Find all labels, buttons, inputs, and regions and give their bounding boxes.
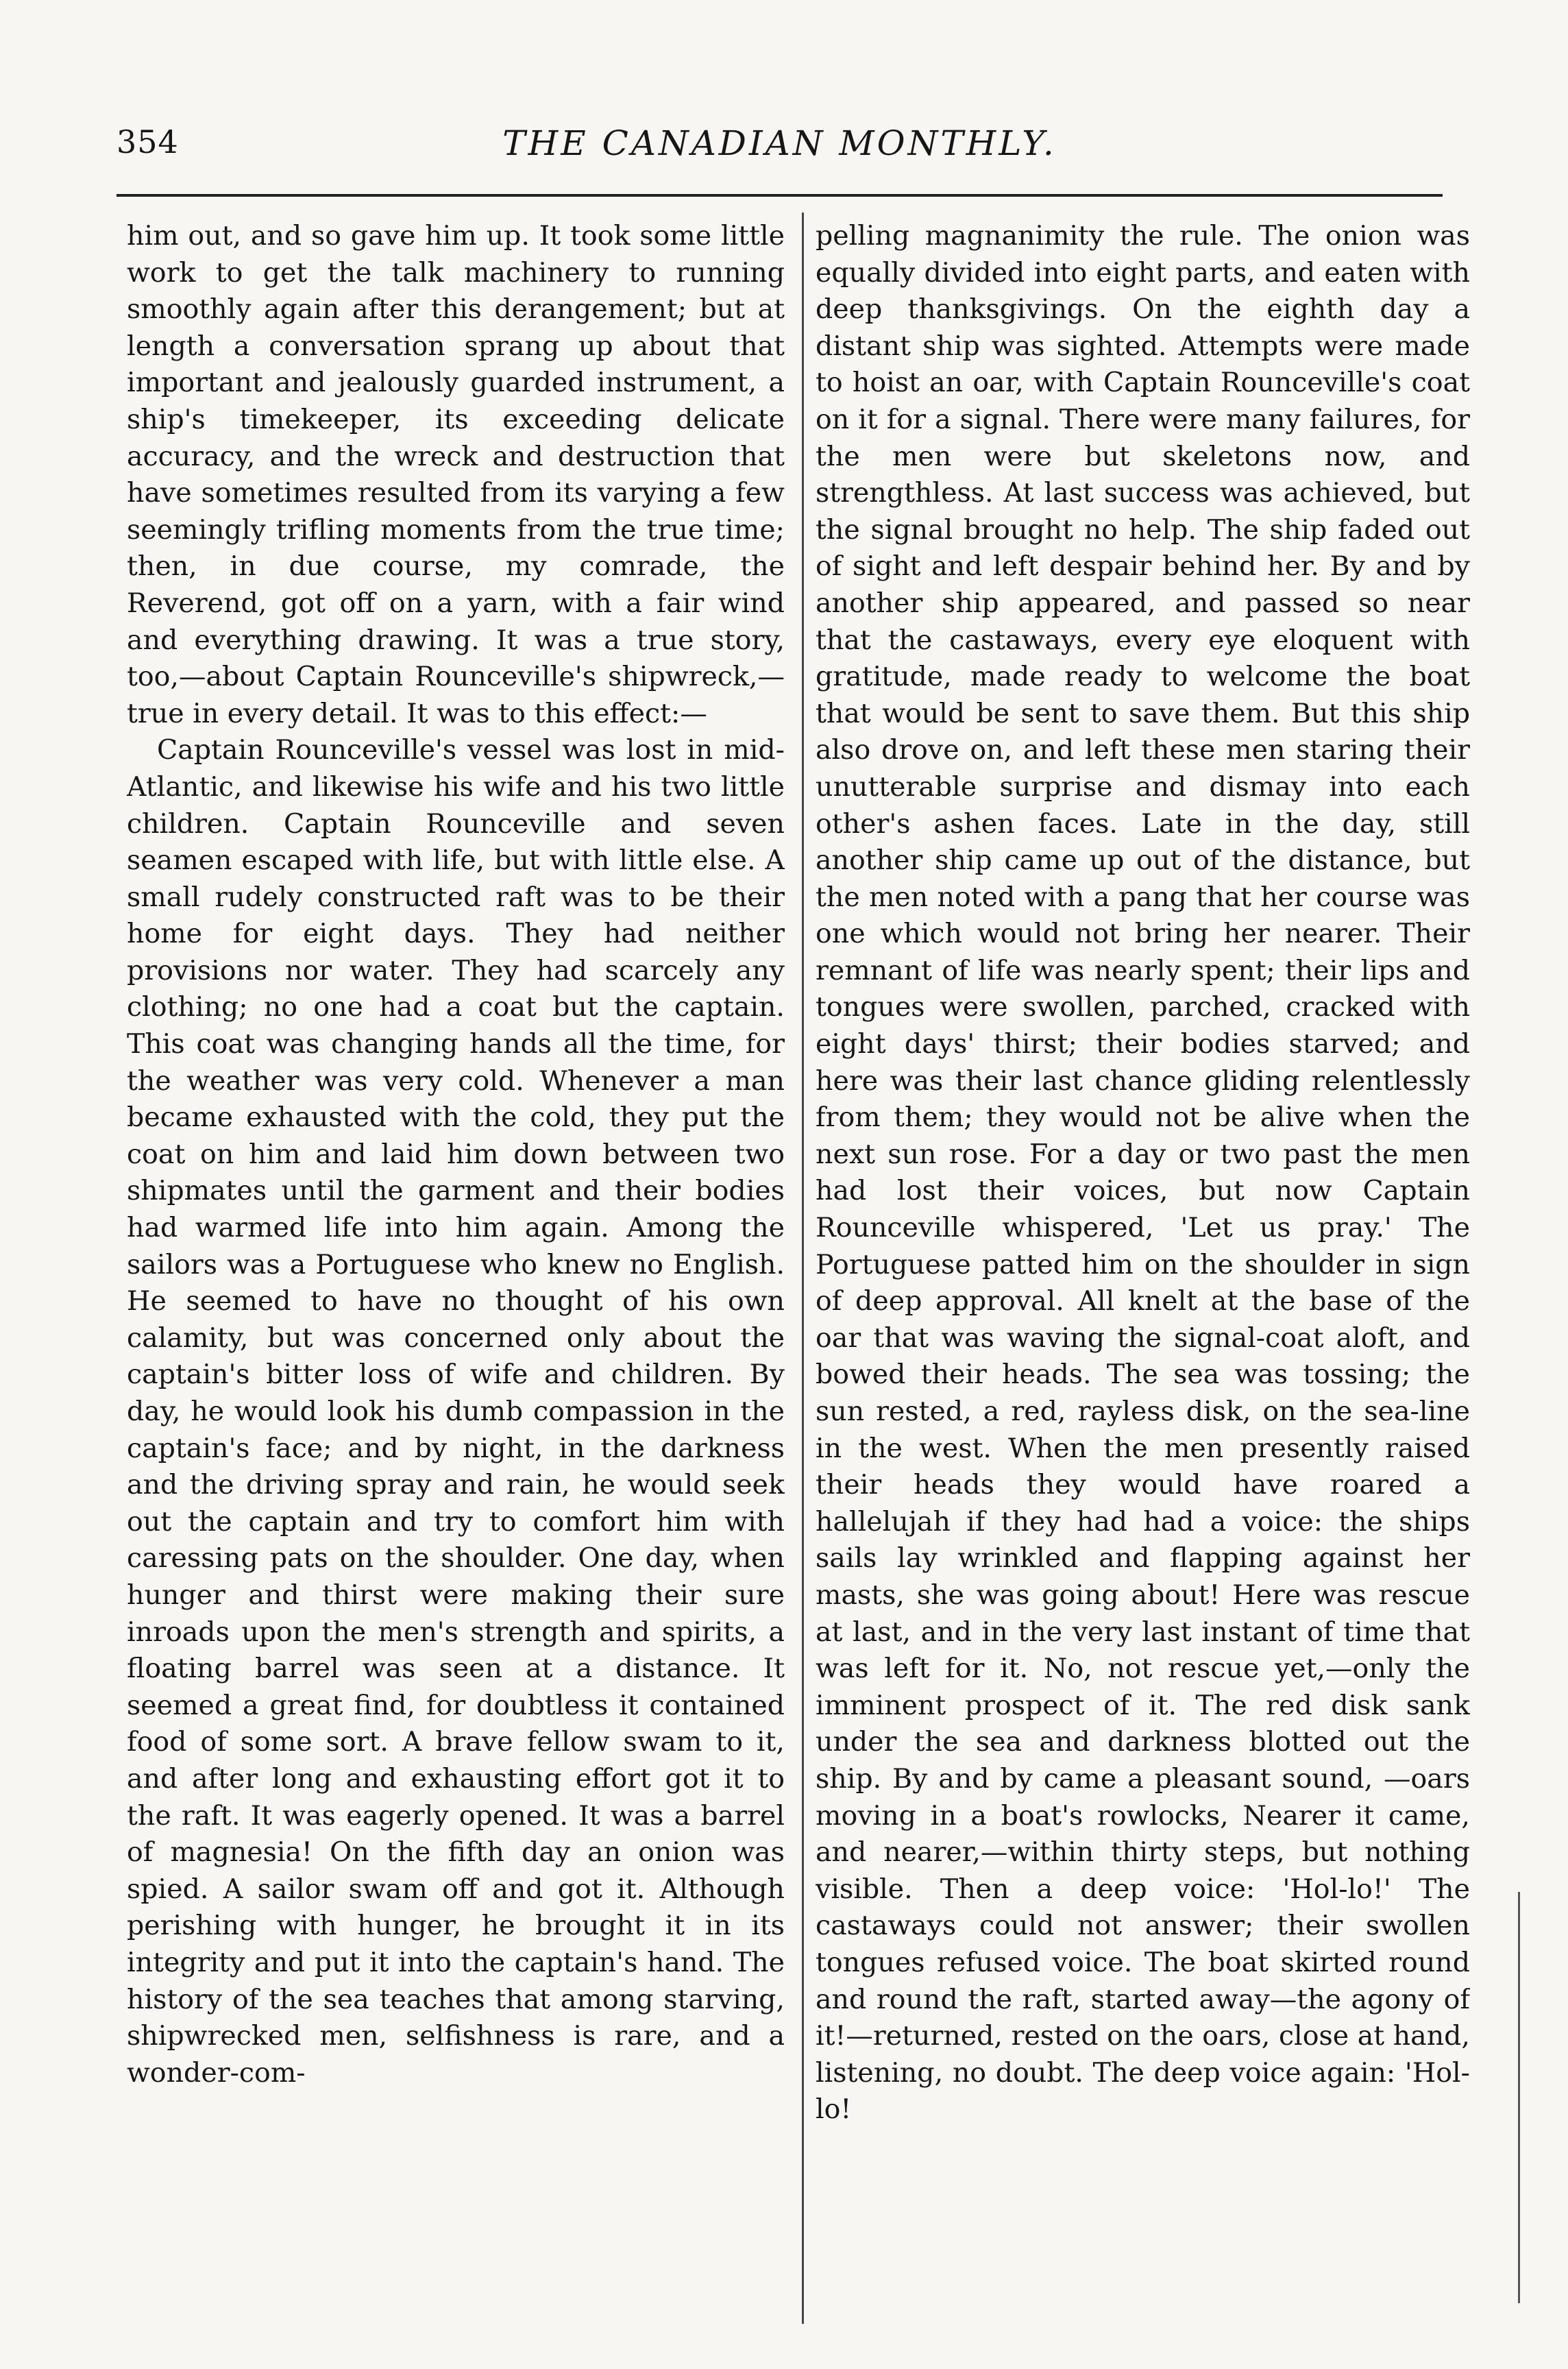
column-divider	[802, 212, 804, 2324]
page-header	[117, 117, 1443, 178]
page-edge-mark	[1518, 1892, 1520, 2303]
running-title: THE CANADIAN MONTHLY.	[502, 123, 1057, 163]
header-rule	[117, 194, 1443, 197]
paragraph: him out, and so gave him up. It took some little work to get the talk machinery to running smoothly again after this derangement; but at length a conversation sprang up about that important and jealously guarded instrument, a ship's timekeeper, its exceeding delicate accuracy, and the wreck and destruction that have sometimes resulted from its varying a few seemingly trifling moments from the true time; then, in due course, my comrade, the Reverend, got off on a yarn, with a fair wind and everything drawing. It was a true story, too,—about Captain Rounceville's shipwreck,—true in every detail. It was to this effect:—	[127, 220, 785, 729]
right-column	[816, 218, 1470, 2329]
paragraph: pelling magnanimity the rule. The onion was equally divided into eight parts, and eaten with deep thanksgivings. On the eighth day a distant ship was sighted. Attempts were made to hoist an oar, with Captain Rounceville's coat on it for a signal. There were many failures, for the men were but skeletons now, and strengthless. At last success was achieved, but the signal brought no help. The ship faded out of sight and left despair behind her. By and by another ship appeared, and passed so near that the castaways, every eye eloquent with gratitude, made ready to welcome the boat that would be sent to save them. But this ship also drove on, and left these men staring their unutterable surprise and dismay into each other's ashen faces. Late in the day, still another ship came up out of the distance, but the men noted with a pang that her course was one which would not bring her nearer. Their remnant of life was nearly spent; their lips and tongues were swollen, parched, cracked with eight days' thirst; their bodies starved; and here was their last chance gliding relentlessly from them; they would not be alive when the next sun rose. For a day or two past the men had lost their voices, but now Captain Rounceville whispered, 'Let us pray.' The Portuguese patted him on the shoulder in sign of deep approval. All knelt at the base of the oar that was waving the signal-coat aloft, and bowed their heads. The sea was tossing; the sun rested, a red, rayless disk, on the sea-line in the west. When the men presently raised their heads they would have roared a hallelujah if they had had a voice: the ships sails lay wrinkled and flapping against her masts, she was going about! Here was rescue at last, and in the very last instant of time that was left for it. No, not rescue yet,—only the imminent prospect of it. The red disk sank under the sea and darkness blotted out the ship. By and by came a pleasant sound, —oars moving in a boat's rowlocks, Nearer it came, and nearer,—within thirty steps, but nothing visible. Then a deep voice: 'Hol-lo!' The castaways could not answer; their swollen tongues refused voice. The boat skirted round and round the raft, started away—the agony of it!—returned, rested on the oars, close at hand, listening, no doubt. The deep voice again: 'Hol-lo!	[816, 220, 1470, 2126]
paragraph: Captain Rounceville's vessel was lost in mid-Atlantic, and likewise his wife and his two little children. Captain Rounceville and seven seamen escaped with life, but with little else. A small rudely constructed raft was to be their home for eight days. They had neither provisions nor water. They had scarcely any clothing; no one had a coat but the captain. This coat was changing hands all the time, for the weather was very cold. Whenever a man became exhausted with the cold, they put the coat on him and laid him down between two shipmates until the garment and their bodies had warmed life into him again. Among the sailors was a Portuguese who knew no English. He seemed to have no thought of his own calamity, but was concerned only about the captain's bitter loss of wife and children. By day, he would look his dumb compassion in the captain's face; and by night, in the darkness and the driving spray and rain, he would seek out the captain and try to comfort him with caressing pats on the shoulder. One day, when hunger and thirst were making their sure inroads upon the men's strength and spirits, a floating barrel was seen at a distance. It seemed a great find, for doubtless it contained food of some sort. A brave fellow swam to it, and after long and exhausting effort got it to the raft. It was eagerly opened. It was a barrel of magnesia! On the fifth day an onion was spied. A sailor swam off and got it. Although perishing with hunger, he brought it in its integrity and put it into the captain's hand. The history of the sea teaches that among starving, shipwrecked men, selfishness is rare, and a wonder-com-	[127, 734, 785, 2089]
left-column	[127, 218, 785, 2329]
page-number: 354	[117, 123, 179, 160]
